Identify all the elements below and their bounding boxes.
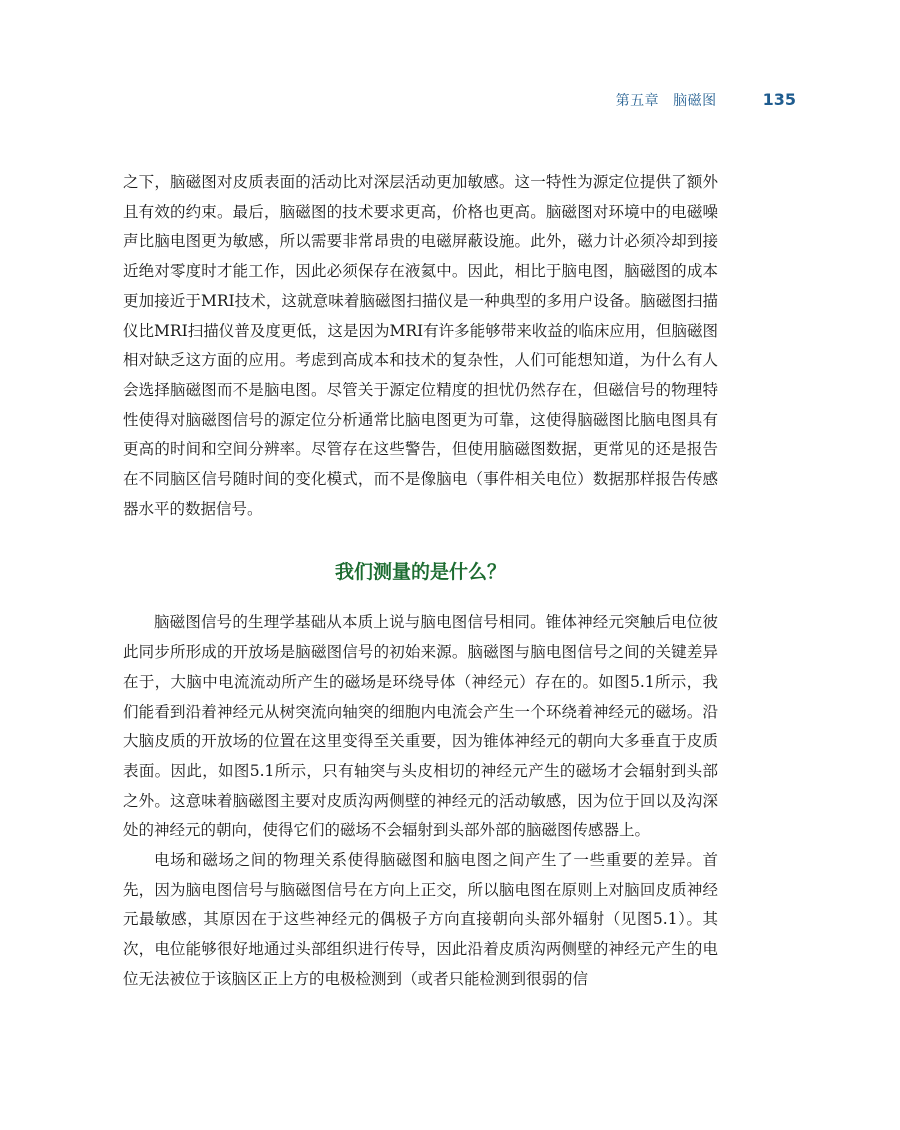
paragraph-meg-physiology: 脑磁图信号的生理学基础从本质上说与脑电图信号相同。锥体神经元突触后电位彼此同步所形成的开放场是脑磁图信号的初始来源。脑磁图与脑电图信号之间的关键差异在于，大脑中电流流动所产生的磁场是环绕导体（神经元）存在的。如图5.1所示，我们能看到沿着神经元从树突流向轴突的细胞内电流会产生一个环绕着神经元的磁场。沿大脑皮质的开放场的位置在这里变得至关重要，因为锥体神经元的朝向大多垂直于皮质表面。因此，如图5.1所示，只有轴突与头皮相切的神经元产生的磁场才会辐射到头部之外。这意味着脑磁图主要对皮质沟两侧壁的神经元的活动敏感，因为位于回以及沟深处的神经元的朝向，使得它们的磁场不会辐射到头部外部的脑磁图传感器上。 [123,613,718,840]
paragraph-continued: 之下，脑磁图对皮质表面的活动比对深层活动更加敏感。这一特性为源定位提供了额外且有效的约束。最后，脑磁图的技术要求更高，价格也更高。脑磁图对环境中的电磁噪声比脑电图更为敏感，所以需要非常昂贵的电磁屏蔽设施。此外，磁力计必须冷却到接近绝对零度时才能工作，因此必须保存在液氦中。因此，相比于脑电图，脑磁图的成本更加接近于MRI技术，这就意味着脑磁图扫描仪是一种典型的多用户设备。脑磁图扫描仪比MRI扫描仪普及度更低，这是因为MRI有许多能够带来收益的临床应用，但脑磁图相对缺乏这方面的应用。考虑到高成本和技术的复杂性，人们可能想知道，为什么有人会选择脑磁图而不是脑电图。尽管关于源定位精度的担忧仍然存在，但磁信号的物理特性使得对脑磁图信号的源定位分析通常比脑电图更为可靠，这使得脑磁图比脑电图具有更高的时间和空间分辨率。尽管存在这些警告，但使用脑磁图数据，更常见的还是报告在不同脑区信号随时间的变化模式，而不是像脑电（事件相关电位）数据那样报告传感器水平的数据信号。 [123,173,718,518]
section-heading: 我们测量的是什么？ [334,561,506,584]
page-number: 135 [762,90,796,109]
paragraph-field-differences: 电场和磁场之间的物理关系使得脑磁图和脑电图之间产生了一些重要的差异。首先，因为脑电图信号与脑磁图信号在方向上正交，所以脑电图在原则上对脑回皮质神经元最敏感，其原因在于这些神经元的偶极子方向直接朝向头部外辐射（见图5.1）。其次，电位能够很好地通过头部组织进行传导，因此沿着皮质沟两侧壁的神经元产生的电位无法被位于该脑区正上方的电极检测到（或者只能检测到很弱的信 [123,851,718,988]
header-section: 脑磁图 [673,93,717,109]
page-body [123,168,718,995]
running-header [616,90,796,110]
header-chapter: 第五章 [615,93,660,109]
